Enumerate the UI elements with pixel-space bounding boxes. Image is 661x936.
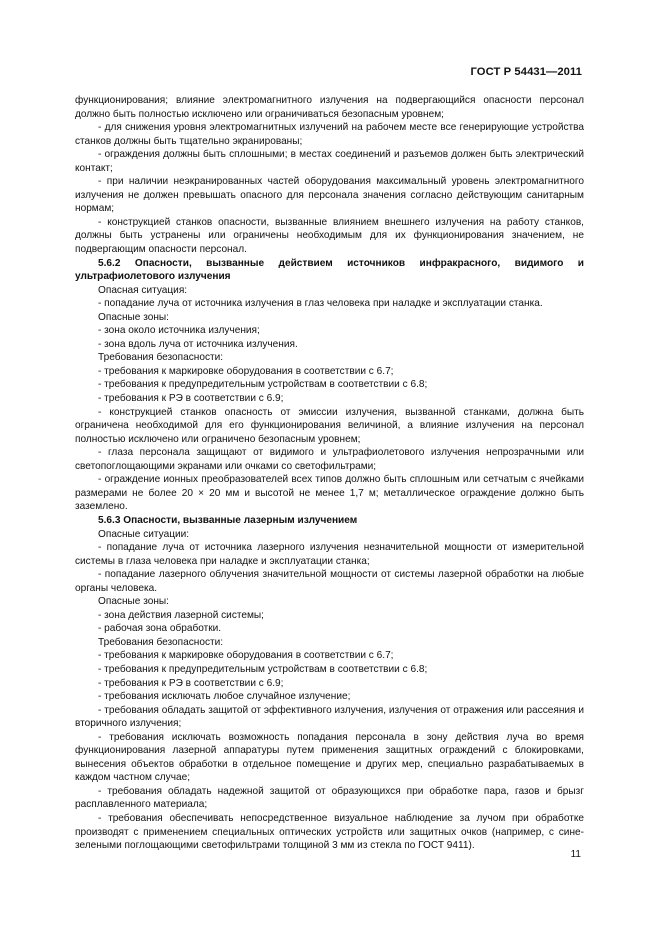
paragraph: - требования обладать защитой от эффективного излучения, излучения от отражения или рассеяния и вторичного излучения; bbox=[75, 704, 584, 730]
paragraph: - требования к предупредительным устройствам в соответствии с 6.8; bbox=[98, 663, 428, 675]
paragraph: - зона около источника излучения; bbox=[98, 325, 260, 337]
paragraph: - рабочая зона обработки. bbox=[98, 623, 222, 635]
paragraph: - ограждения должны быть сплошными; в местах соединений и разъемов должен быть электрический контакт; bbox=[75, 149, 584, 174]
paragraph: - конструкцией станков опасность от эмиссии излучения, вызванной станками, должна быть ограничена необходимой для его функционирования величиной, а влияние излучения на персонал полностью исключено или ограничено безопасным уровнем; bbox=[75, 406, 584, 445]
paragraph: - требования к предупредительным устройствам в соответствии с 6.8; bbox=[98, 379, 428, 391]
paragraph: - требования обладать надежной защитой от образующихся при обработке пара, газов и брызг расплавленного материала; bbox=[75, 785, 584, 811]
paragraph: - требования к маркировке оборудования в соответствии с 6.7; bbox=[98, 365, 394, 377]
document-body bbox=[75, 94, 584, 853]
paragraph: Опасные зоны: bbox=[98, 596, 169, 608]
paragraph: - ограждение ионных преобразователей всех типов должно быть сплошным или сетчатым с ячейками размерами не более 20 × 20 мм и высотой не менее 1,7 м; металлическое ограждение должно быть заземлено. bbox=[75, 474, 584, 513]
paragraph: - требования к РЭ в соответствии с 6.9; bbox=[98, 393, 284, 405]
paragraph: - для снижения уровня электромагнитных излучений на рабочем месте все генерирующие устройства станков должны быть тщательно экранированы; bbox=[75, 122, 584, 147]
document-header: ГОСТ Р 54431—2011 bbox=[470, 66, 582, 78]
paragraph: Требования безопасности: bbox=[98, 636, 224, 648]
paragraph: - зона действия лазерной системы; bbox=[98, 609, 264, 621]
page-number: 11 bbox=[570, 849, 581, 860]
paragraph: - требования обеспечивать непосредственное визуальное наблюдение за лучом при обработке производят с применением специальных оптических устройств или защитных очков (например, с сине-зелеными поглощающими светофильтрами толщиной 3 мм из стекла по ГОСТ 9411). bbox=[75, 812, 584, 852]
paragraph: Требования безопасности: bbox=[98, 352, 224, 364]
paragraph: Опасные зоны: bbox=[98, 311, 169, 323]
paragraph: Опасная ситуация: bbox=[98, 284, 188, 296]
paragraph: - попадание луча от источника лазерного излучения незначительной мощности от измерительной системы в глаза человека при наладке и эксплуатации станка; bbox=[75, 542, 584, 567]
paragraph: - требования исключать любое случайное излучение; bbox=[98, 691, 351, 703]
paragraph: - глаза персонала защищают от видимого и ультрафиолетового излучения непрозрачными или светопоглощающими экранами или очками со светофильтрами; bbox=[75, 447, 584, 472]
section-heading: 5.6.2 Опасности, вызванные действием источников инфракрасного, видимого и ультрафиолетового излучения bbox=[75, 257, 584, 283]
paragraph: - при наличии неэкранированных частей оборудования максимальный уровень электромагнитного излучения не должен превышать опасного для персонала значения согласно действующим санитарным нормам; bbox=[75, 176, 584, 215]
section-heading: 5.6.3 Опасности, вызванные лазерным излучением bbox=[98, 514, 358, 526]
paragraph: - попадание луча от источника излучения в глаз человека при наладке и эксплуатации станка. bbox=[98, 298, 543, 310]
paragraph: - попадание лазерного облучения значительной мощности от системы лазерной обработки на любые органы человека. bbox=[75, 569, 584, 594]
paragraph: - конструкцией станков опасности, вызванные влиянием внешнего излучения на работу станков, должны быть устранены или ограничены необходимым для их функционирования значением, не подвергающим опасности персонал. bbox=[75, 216, 584, 256]
paragraph: - зона вдоль луча от источника излучения. bbox=[98, 338, 298, 350]
paragraph: - требования к РЭ в соответствии с 6.9; bbox=[98, 677, 284, 689]
paragraph: - требования исключать возможность попадания персонала в зону действия луча во время функционирования лазерной аппаратуры путем применения защитных ограждений с блокировками, вынесения объектов обработки в отдельное помещение и других мер, специально разрабатываемых в каждом частном случае; bbox=[75, 731, 584, 784]
paragraph: Опасные ситуации: bbox=[98, 528, 190, 540]
paragraph: - требования к маркировке оборудования в соответствии с 6.7; bbox=[98, 650, 394, 662]
paragraph: функционирования; влияние электромагнитного излучения на подвергающийся опасности персонал должно быть полностью исключено или ограничиваться безопасным уровнем; bbox=[75, 95, 584, 120]
